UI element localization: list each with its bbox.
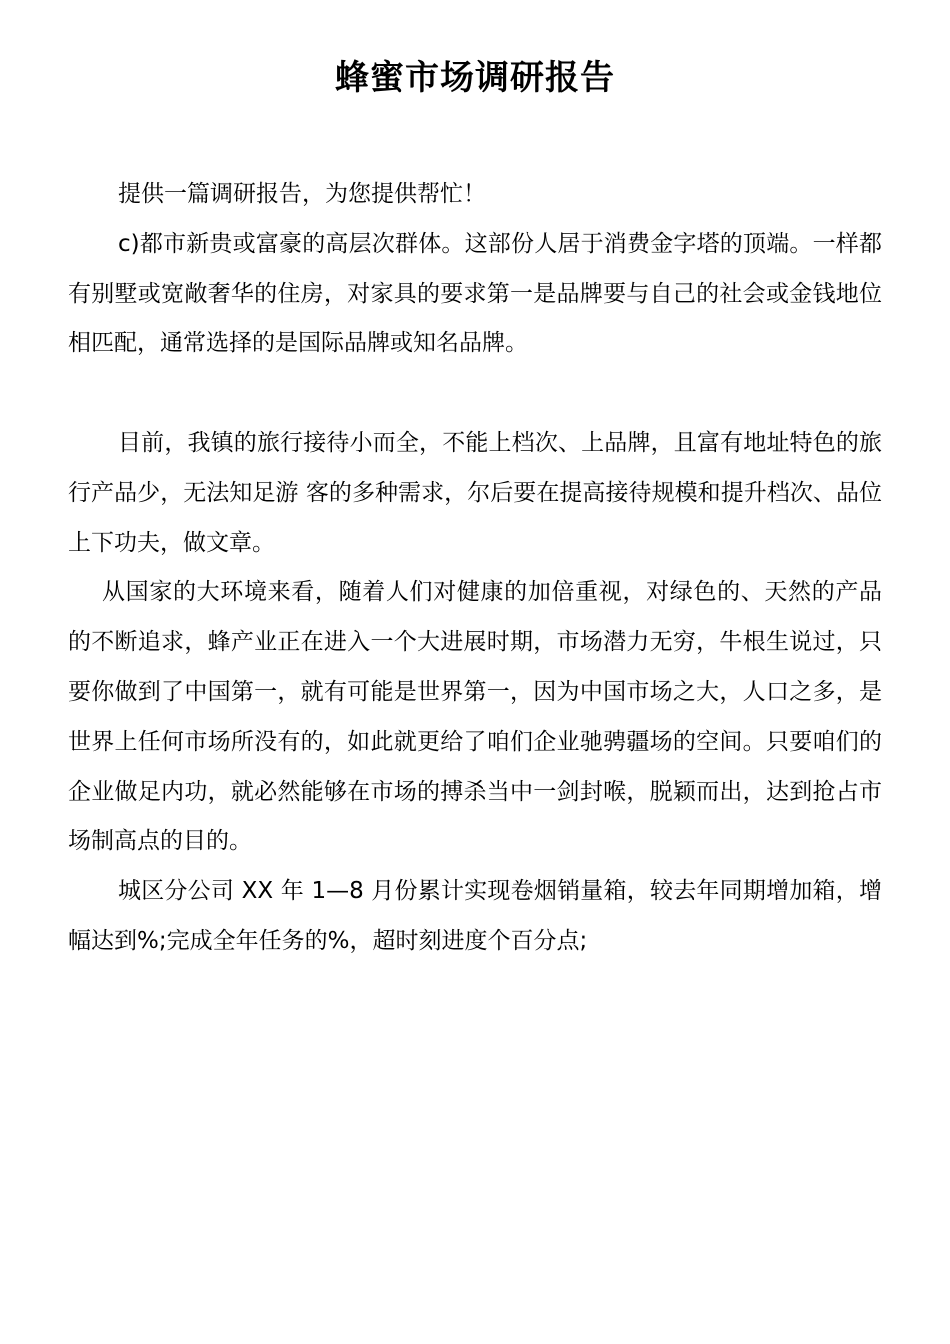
paragraph-tourism: 目前，我镇的旅行接待小而全，不能上档次、上品牌，且富有地址特色的旅行产品少，无法知足游 客的多种需求，尔后要在提高接待规模和提升档次、品位上下功夫，做文章。 xyxy=(68,429,882,556)
document-body xyxy=(68,170,882,967)
paragraph-intro: 提供一篇调研报告，为您提供帮忙！ xyxy=(118,181,486,207)
paragraph-spacer xyxy=(68,369,882,419)
paragraph-sales: 城区分公司 XX 年 1—8 月份累计实现卷烟销量箱，较去年同期增加箱，增幅达到%;完成全年任务的%，超时刻进度个百分点; xyxy=(68,878,882,954)
paragraph-target-group: c)都市新贵或富豪的高层次群体。这部份人居于消费金字塔的顶端。一样都有别墅或宽敞奢华的住房，对家具的要求第一是品牌要与自己的社会或金钱地位相匹配，通常选择的是国际品牌或知名品牌。 xyxy=(68,230,882,357)
document-title: 蜂蜜市场调研报告 xyxy=(335,58,615,98)
paragraph-market-outlook: 从国家的大环境来看，随着人们对健康的加倍重视，对绿色的、天然的产品的不断追求，蜂产业正在进入一个大进展时期，市场潜力无穷，牛根生说过，只要你做到了中国第一，就有可能是世界第一，因为中国市场之大，人口之多，是世界上任何市场所没有的，如此就更给了咱们企业驰骋疆场的空间。只要咱们的企业做足内功，就必然能够在市场的搏杀当中一剑封喉，脱颖而出，达到抢占市场制高点的目的。 xyxy=(68,579,882,855)
